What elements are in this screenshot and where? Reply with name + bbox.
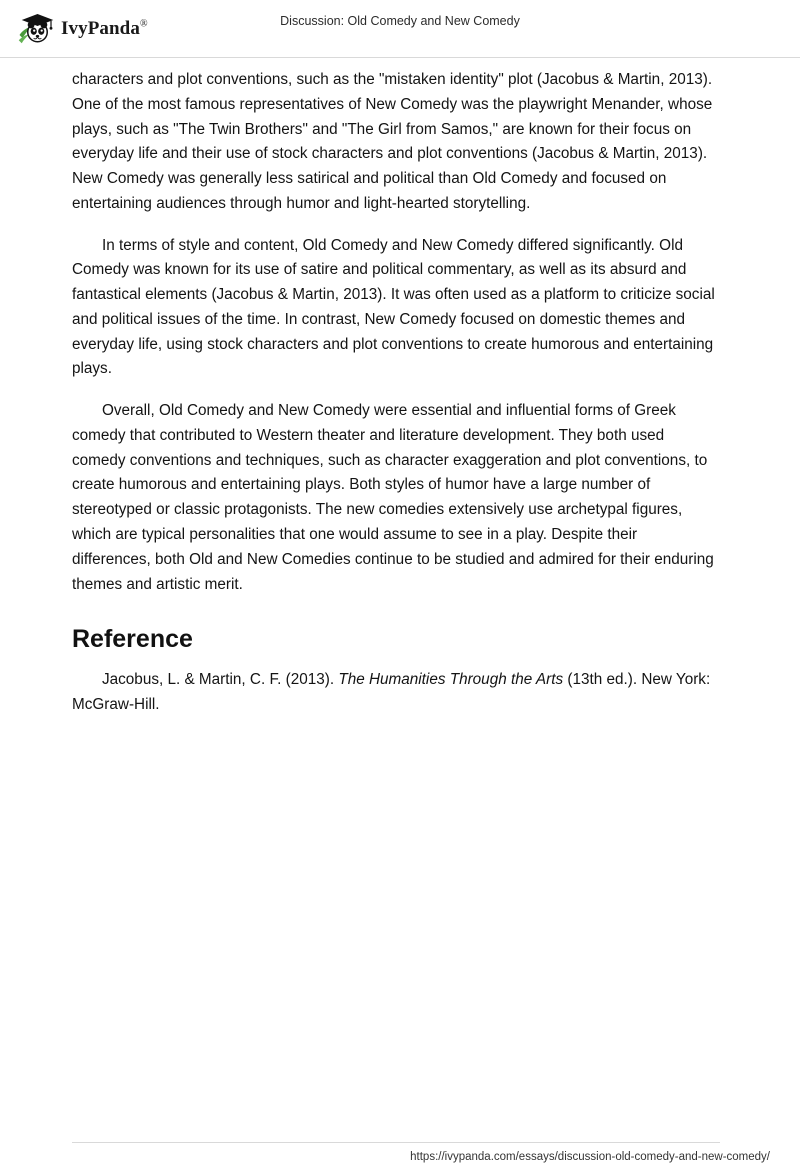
- reference-entry: [72, 668, 720, 718]
- page-title: Discussion: Old Comedy and New Comedy: [280, 14, 520, 28]
- reference-heading: Reference: [72, 625, 193, 654]
- registered-mark: ®: [139, 18, 148, 30]
- footer-divider: [72, 1142, 720, 1143]
- reference-title: The Humanities Through the Arts: [338, 671, 564, 689]
- page-header: [0, 0, 800, 58]
- paragraph: characters and plot conventions, such as the "mistaken identity" plot (Jacobus & Martin, 2013). One of the most famous representatives of New Comedy was the playwright Menander, whose plays, such as "The Twin Brothers" and "The Girl from Samos," are known for their focus on everyday life and their use of stock characters and plot conventions (Jacobus & Martin, 2013). New Comedy was generally less satirical and political than Old Comedy and focused on entertaining audiences through humor and light-hearted storytelling.: [72, 71, 713, 212]
- brand-name: IvyPanda®: [61, 18, 148, 39]
- source-url-link[interactable]: https://ivypanda.com/essays/discussion-old-comedy-and-new-comedy/: [410, 1151, 770, 1163]
- reference-author-year: Jacobus, L. & Martin, C. F. (2013).: [102, 671, 339, 689]
- paragraph: Overall, Old Comedy and New Comedy were essential and influential forms of Greek comedy that contributed to Western theater and literature development. They both used comedy conventions and techniques, such as character exaggeration and plot conventions, to create humorous and entertaining plays. Both styles of humor have a large number of stereotyped or classic protagonists. The new comedies extensively use archetypal figures, which are typical personalities that one would assume to see in a play. Despite their differences, both Old and New Comedies continue to be studied and admired for their enduring themes and artistic merit.: [72, 402, 714, 593]
- document-body: [72, 68, 720, 718]
- reference-publisher: (13th ed.). New York: McGraw-Hill.: [72, 671, 711, 714]
- paragraph: In terms of style and content, Old Comedy and New Comedy differed significantly. Old Comedy was known for its use of satire and political commentary, as well as its absurd and fantastical elements (Jacobus & Martin, 2013). It was often used as a platform to criticize social and political issues of the time. In contrast, New Comedy focused on domestic themes and everyday life, using stock characters and plot conventions to create humorous and entertaining plays.: [72, 236, 715, 378]
